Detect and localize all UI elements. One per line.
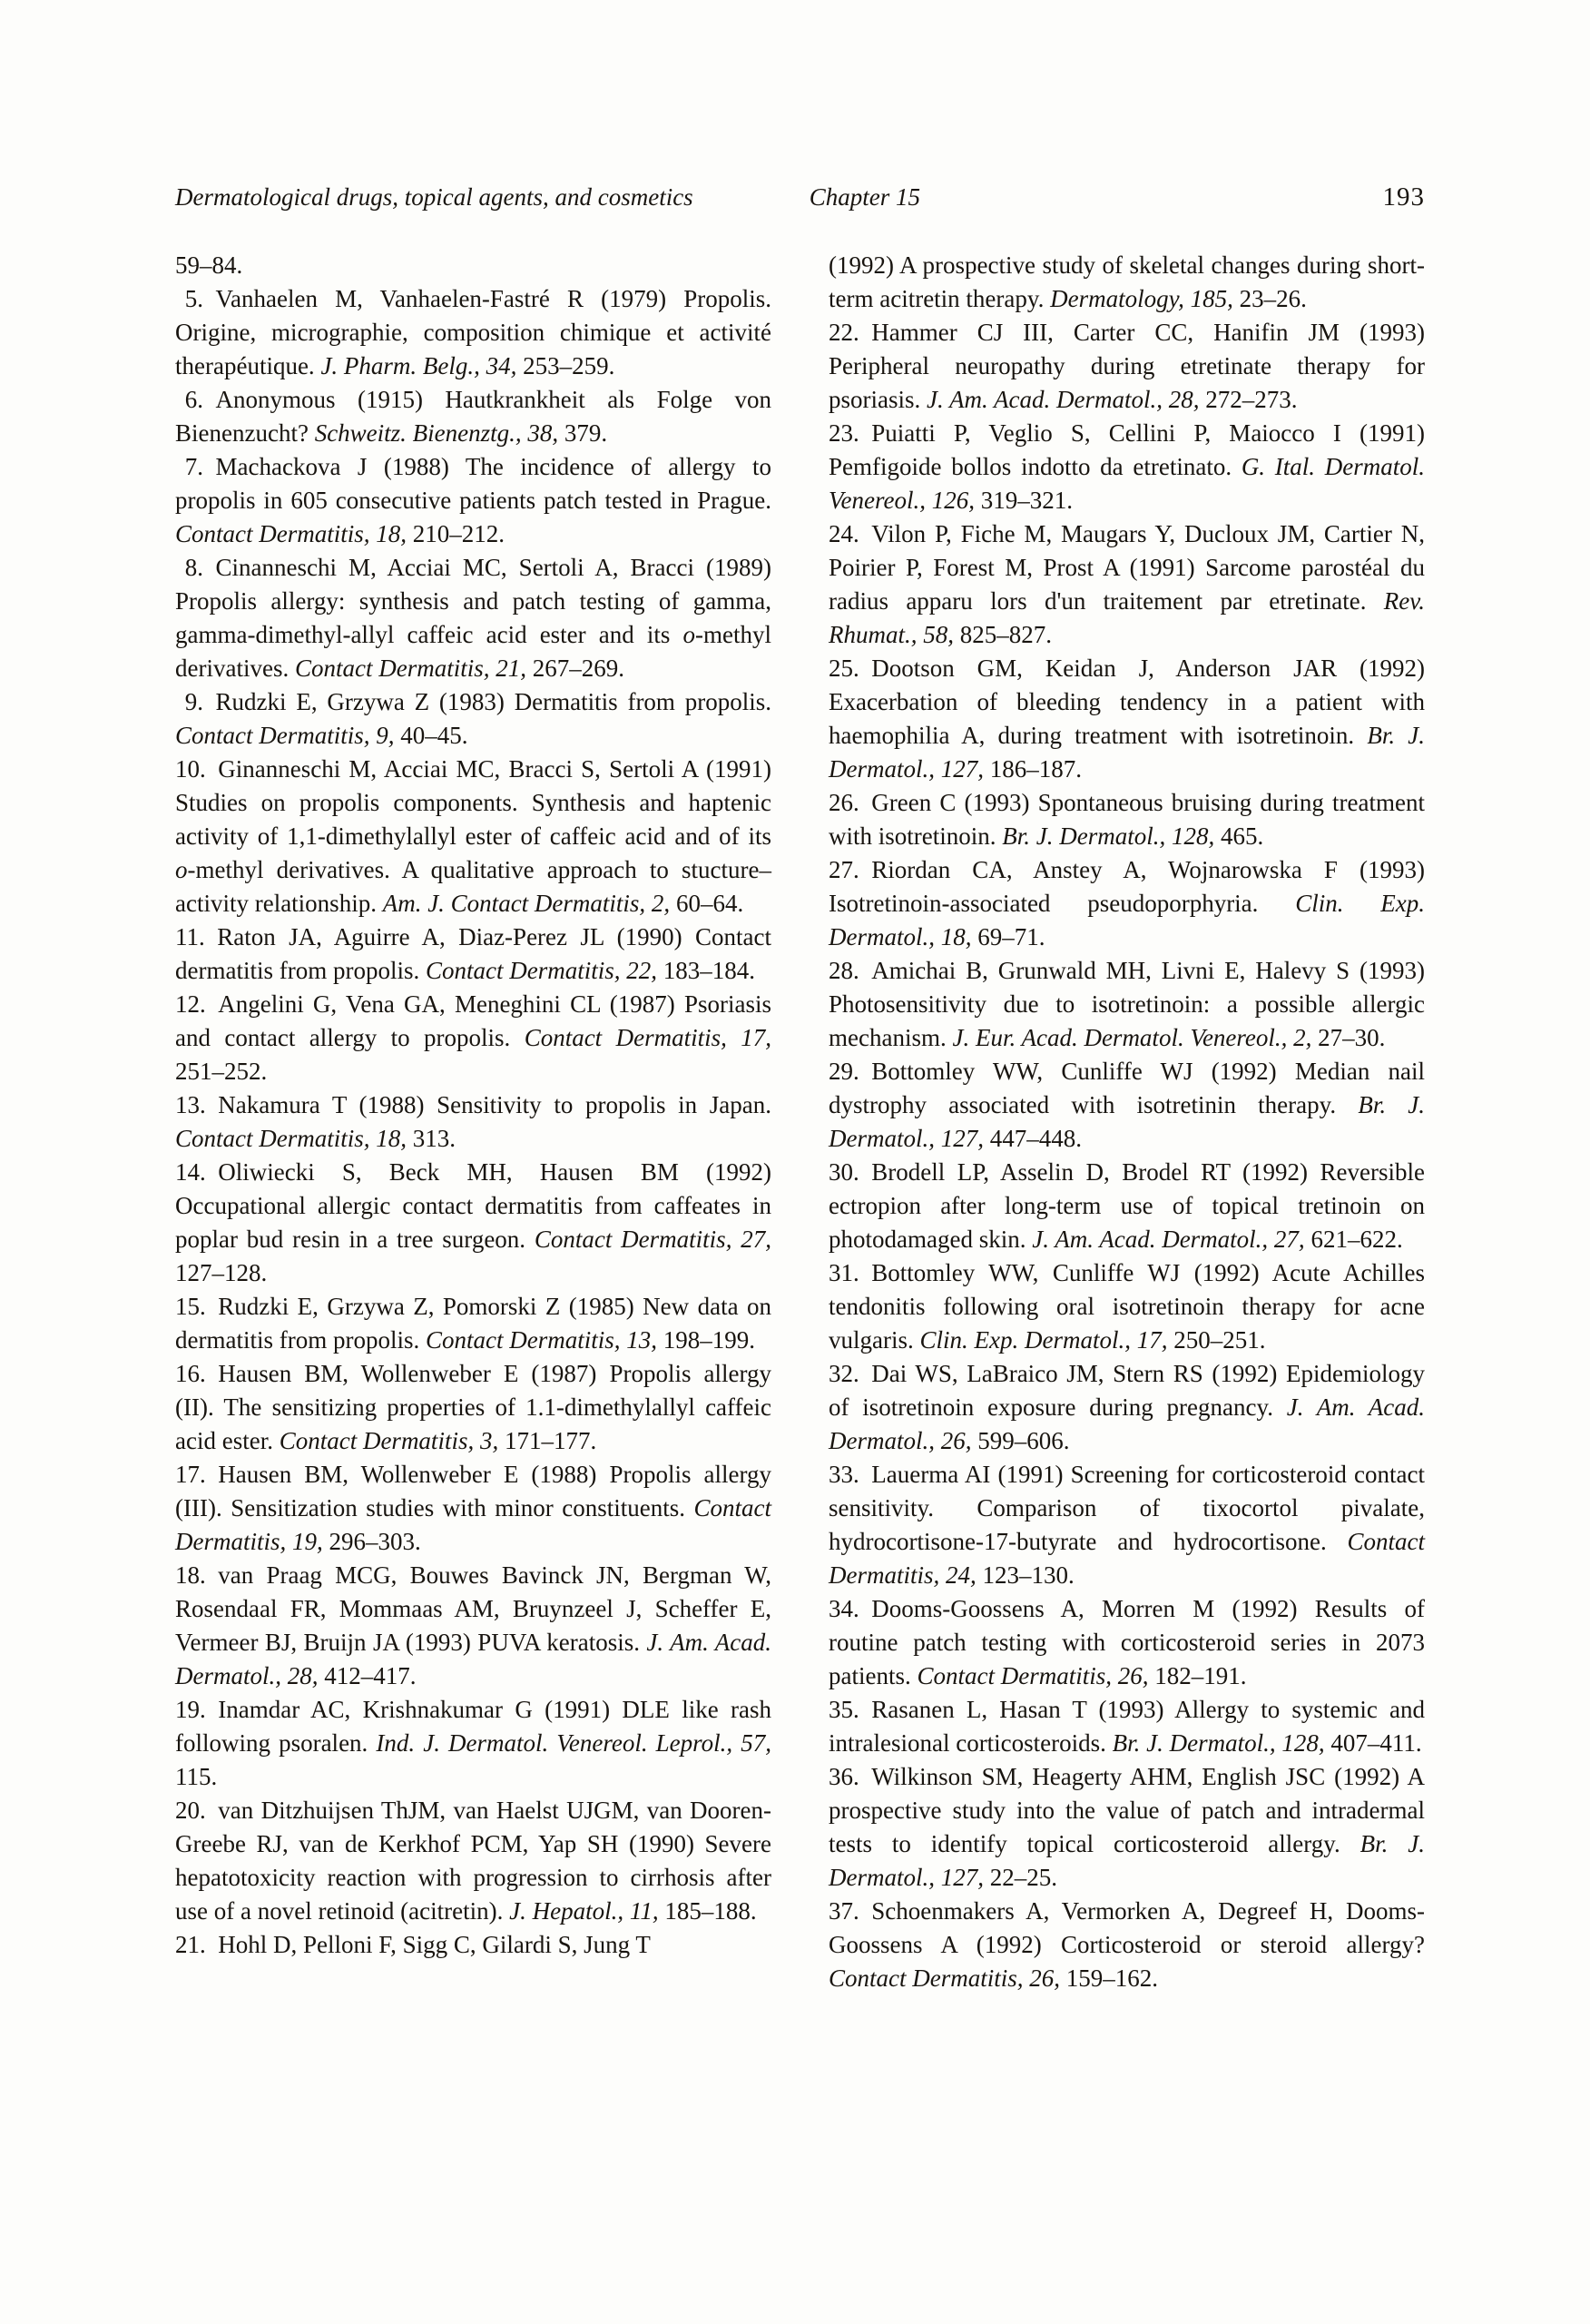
reference-number: 9.: [184, 688, 204, 715]
reference-item: [175, 450, 771, 551]
reference-text: Dooms-Goossens A, Morren M (1992) Results of routine patch testing with corticosteroid series in 2073 patients.: [829, 1595, 1425, 1689]
reference-text: Hausen BM, Wollenweber E (1988) Propolis allergy (III). Sensitization studies with minor constituents.: [175, 1461, 771, 1521]
reference-number: 22.: [829, 319, 859, 346]
reference-number: 25.: [829, 655, 859, 682]
journal-citation: Contact Dermatitis, 17,: [524, 1024, 771, 1051]
reference-text: 251–252.: [175, 1058, 268, 1085]
reference-text: 69–71.: [971, 923, 1045, 950]
reference-text: 313.: [407, 1125, 456, 1152]
reference-text: 412–417.: [318, 1662, 417, 1689]
reference-number: 29.: [829, 1058, 859, 1085]
reference-item: [175, 921, 771, 988]
journal-citation: Contact Dermatitis, 9,: [175, 722, 395, 749]
reference-text: Brodell LP, Asselin D, Brodel RT (1992) Reversible ectropion after long-term use of topical tretinoin on photodamaged skin.: [829, 1158, 1425, 1253]
reference-text: 60–64.: [670, 890, 744, 917]
journal-citation: J. Pharm. Belg., 34,: [320, 352, 517, 379]
reference-number: 31.: [829, 1259, 859, 1286]
journal-citation: J. Hepatol., 11,: [509, 1897, 659, 1925]
reference-text: Puiatti P, Veglio S, Cellini P, Maiocco I (1991) Pemfigoide bollos indotto da etretinato.: [829, 419, 1425, 480]
reference-text: Rudzki E, Grzywa Z, Pomorski Z (1985) New data on dermatitis from propolis.: [175, 1293, 771, 1354]
reference-text: Hammer CJ III, Carter CC, Hanifin JM (1993) Peripheral neuropathy during etretinate therapy for psoriasis.: [829, 319, 1425, 413]
reference-number: 17.: [175, 1461, 206, 1488]
reference-text: 319–321.: [974, 487, 1073, 514]
reference-text: Dootson GM, Keidan J, Anderson JAR (1992) Exacerbation of bleeding tendency in a patient with haemophilia A, during treatment with isotretinoin.: [829, 655, 1425, 749]
reference-number: 36.: [829, 1763, 859, 1790]
reference-item: [829, 1760, 1425, 1895]
reference-text: Riordan CA, Anstey A, Wojnarowska F (1993) Isotretinoin-associated pseudoporphyria.: [829, 856, 1425, 917]
reference-column-right: [829, 249, 1425, 1995]
reference-item: [175, 1559, 771, 1693]
reference-text: Machackova J (1988) The incidence of allergy to propolis in 605 consecutive patients patch tested in Prague.: [175, 453, 771, 514]
reference-item: [829, 417, 1425, 517]
reference-text: Nakamura T (1988) Sensitivity to propolis in Japan.: [218, 1091, 771, 1118]
journal-citation: Am. J. Contact Dermatitis, 2,: [382, 890, 671, 917]
journal-citation: Br. J. Dermatol., 128,: [1002, 822, 1215, 850]
reference-text: (1992) A prospective study of skeletal changes during short-term acitretin therapy.: [829, 251, 1425, 312]
reference-text: Hausen BM, Wollenweber E (1987) Propolis allergy (II). The sensitizing properties of 1.1-dimethylallyl caffeic acid ester.: [175, 1360, 771, 1454]
reference-item: [829, 517, 1425, 652]
reference-text: 825–827.: [954, 621, 1052, 648]
reference-item: [829, 954, 1425, 1055]
journal-citation: J. Am. Acad. Dermatol., 28,: [175, 1629, 771, 1689]
reference-number: 28.: [829, 957, 859, 984]
reference-text: 185–188.: [658, 1897, 757, 1925]
running-head-title: Dermatological drugs, topical agents, and cosmetics: [175, 183, 693, 211]
journal-citation: Contact Dermatitis, 21,: [294, 655, 526, 682]
reference-text: 183–184.: [656, 957, 755, 984]
reference-text: 250–251.: [1167, 1326, 1266, 1354]
reference-item: [829, 1256, 1425, 1357]
journal-citation: Contact Dermatitis, 26,: [829, 1965, 1060, 1992]
reference-text: Bottomley WW, Cunliffe WJ (1992) Median nail dystrophy associated with isotretinin therapy.: [829, 1058, 1425, 1118]
reference-text: -methyl derivatives. A qualitative approach to stucture–activity relationship.: [175, 856, 771, 917]
reference-number: 23.: [829, 419, 859, 447]
journal-citation: Contact Dermatitis, 19,: [175, 1494, 771, 1555]
reference-number: 11.: [175, 923, 205, 950]
reference-number: 7.: [184, 453, 204, 480]
reference-item: [829, 1156, 1425, 1256]
reference-text: Wilkinson SM, Heagerty AHM, English JSC (1992) A prospective study into the value of patch and intradermal tests to identify topical corticosteroid allergy.: [829, 1763, 1425, 1857]
reference-number: 12.: [175, 990, 206, 1018]
reference-text: 198–199.: [656, 1326, 755, 1354]
reference-item: [175, 383, 771, 450]
reference-item: [829, 1055, 1425, 1156]
journal-citation: Contact Dermatitis, 13,: [425, 1326, 657, 1354]
reference-item: [175, 685, 771, 753]
reference-number: 19.: [175, 1696, 206, 1723]
reference-item: [829, 1357, 1425, 1458]
journal-citation: Clin. Exp. Dermatol., 17,: [919, 1326, 1168, 1354]
journal-citation: Contact Dermatitis, 18,: [175, 1125, 407, 1152]
reference-number: 15.: [175, 1293, 206, 1320]
reference-text: 171–177.: [498, 1427, 597, 1454]
reference-number: 35.: [829, 1696, 859, 1723]
reference-text: 186–187.: [984, 755, 1082, 783]
reference-item: [175, 1290, 771, 1357]
journal-citation: o: [175, 856, 188, 883]
reference-text: 267–269.: [525, 655, 624, 682]
reference-text: 22–25.: [984, 1864, 1057, 1891]
reference-number: 5.: [184, 285, 204, 312]
journal-citation: G. Ital. Dermatol. Venereol., 126,: [829, 453, 1425, 514]
reference-text: Bottomley WW, Cunliffe WJ (1992) Acute Achilles tendonitis following oral isotretinoin therapy for acne vulgaris.: [829, 1259, 1425, 1354]
reference-text: Inamdar AC, Krishnakumar G (1991) DLE like rash following psoralen.: [175, 1696, 771, 1757]
reference-text: Rasanen L, Hasan T (1993) Allergy to systemic and intralesional corticosteroids.: [829, 1696, 1425, 1757]
reference-text: Cinanneschi M, Acciai MC, Sertoli A, Bracci (1989) Propolis allergy: synthesis and patch testing of gamma, gamma-dimethyl-allyl caffeic acid ester and its: [175, 554, 771, 648]
reference-item: [829, 1895, 1425, 1995]
journal-citation: J. Eur. Acad. Dermatol. Venereol., 2,: [952, 1024, 1312, 1051]
reference-text: -methyl derivatives.: [175, 621, 771, 682]
reference-text: Vilon P, Fiche M, Maugars Y, Ducloux JM, Cartier N, Poirier P, Forest M, Prost A (1991) Sarcome parostéal du radius apparu lors d'un traitement par etretinate.: [829, 520, 1425, 615]
reference-text: 379.: [558, 419, 608, 447]
journal-citation: Contact Dermatitis, 24,: [829, 1528, 1425, 1589]
journal-citation: Dermatology, 185,: [1050, 285, 1233, 312]
reference-text: Raton JA, Aguirre A, Diaz-Perez JL (1990) Contact dermatitis from propolis.: [175, 923, 771, 984]
reference-text: 127–128.: [175, 1259, 268, 1286]
journal-citation: J. Am. Acad. Dermatol., 26,: [829, 1393, 1425, 1454]
reference-text: 115.: [175, 1763, 218, 1790]
reference-number: 13.: [175, 1091, 206, 1118]
reference-number: 16.: [175, 1360, 206, 1387]
reference-item: [175, 1088, 771, 1156]
reference-item: [175, 1928, 771, 1962]
reference-item: [829, 1592, 1425, 1693]
reference-text: 210–212.: [407, 520, 505, 547]
page-number: 193: [1382, 182, 1425, 212]
reference-text: 253–259.: [516, 352, 615, 379]
journal-citation: o: [682, 621, 696, 648]
reference-item: [829, 853, 1425, 954]
reference-text: 407–411.: [1324, 1729, 1422, 1757]
reference-text: van Praag MCG, Bouwes Bavinck JN, Bergman W, Rosendaal FR, Mommaas AM, Bruynzeel J, Scheffer E, Vermeer BJ, Bruijn JA (1993) PUVA keratosis.: [175, 1561, 771, 1656]
reference-item: [829, 1458, 1425, 1592]
reference-item: [175, 1357, 771, 1458]
reference-item: [829, 249, 1425, 316]
journal-citation: Br. J. Dermatol., 127,: [829, 1091, 1426, 1152]
reference-text: 27–30.: [1311, 1024, 1386, 1051]
reference-item: [175, 1693, 771, 1794]
reference-column-left: [175, 249, 771, 1995]
reference-item: [829, 786, 1425, 853]
reference-number: 37.: [829, 1897, 859, 1925]
journal-citation: Contact Dermatitis, 22,: [425, 957, 657, 984]
reference-text: Rudzki E, Grzywa Z (1983) Dermatitis from propolis.: [215, 688, 771, 715]
reference-text: 272–273.: [1199, 386, 1298, 413]
reference-item: [829, 1693, 1425, 1760]
reference-number: 18.: [175, 1561, 206, 1589]
reference-list: [175, 249, 1425, 1995]
reference-text: 123–130.: [976, 1561, 1075, 1589]
journal-citation: Contact Dermatitis, 18,: [175, 520, 407, 547]
reference-number: 24.: [829, 520, 859, 547]
reference-text: Vanhaelen M, Vanhaelen-Fastré R (1979) Propolis. Origine, micrographie, composition chimique et activité therapéutique.: [175, 285, 771, 379]
reference-text: 599–606.: [971, 1427, 1070, 1454]
reference-item: [829, 652, 1425, 786]
reference-number: 32.: [829, 1360, 859, 1387]
reference-text: Lauerma AI (1991) Screening for corticosteroid contact sensitivity. Comparison of tixocortol pivalate, hydrocortisone-17-butyrate and hydrocortisone.: [829, 1461, 1425, 1555]
reference-text: 465.: [1214, 822, 1264, 850]
journal-citation: Br. J. Dermatol., 127,: [829, 1830, 1425, 1891]
reference-text: 59–84.: [175, 251, 243, 279]
reference-item: [175, 249, 771, 282]
reference-text: 447–448.: [984, 1125, 1082, 1152]
reference-item: [829, 316, 1425, 417]
reference-item: [175, 753, 771, 921]
running-head: [175, 182, 1425, 212]
journal-citation: J. Am. Acad. Dermatol., 27,: [1032, 1226, 1305, 1253]
reference-text: 159–162.: [1060, 1965, 1158, 1992]
reference-number: 26.: [829, 789, 859, 816]
journal-citation: Clin. Exp. Dermatol., 18,: [829, 890, 1425, 950]
running-head-chapter: Chapter 15: [809, 183, 920, 211]
journal-citation: Br. J. Dermatol., 127,: [829, 722, 1425, 783]
reference-number: 8.: [184, 554, 204, 581]
journal-citation: Ind. J. Dermatol. Venereol. Leprol., 57,: [376, 1729, 771, 1757]
journal-citation: Rev. Rhumat., 58,: [829, 587, 1425, 648]
reference-number: 30.: [829, 1158, 859, 1186]
reference-item: [175, 551, 771, 685]
journal-citation: Contact Dermatitis, 3,: [279, 1427, 499, 1454]
reference-text: Schoenmakers A, Vermorken A, Degreef H, Dooms-Goossens A (1992) Corticosteroid or steroid allergy?: [829, 1897, 1425, 1958]
reference-number: 6.: [184, 386, 204, 413]
reference-text: Oliwiecki S, Beck MH, Hausen BM (1992) Occupational allergic contact dermatitis from caffeates in poplar bud resin in a tree surgeon.: [175, 1158, 771, 1253]
journal-citation: Contact Dermatitis, 26,: [917, 1662, 1149, 1689]
reference-number: 34.: [829, 1595, 859, 1622]
reference-text: 182–191.: [1148, 1662, 1247, 1689]
journal-citation: J. Am. Acad. Dermatol., 28,: [927, 386, 1200, 413]
reference-text: 40–45.: [394, 722, 468, 749]
reference-text: van Ditzhuijsen ThJM, van Haelst UJGM, van Dooren-Greebe RJ, van de Kerkhof PCM, Yap SH (1990) Severe hepatotoxicity reaction with progression to cirrhosis after use of a novel retinoid (acitretin).: [175, 1797, 771, 1925]
journal-citation: Schweitz. Bienenztg., 38,: [314, 419, 559, 447]
reference-text: 23–26.: [1232, 285, 1307, 312]
reference-text: Ginanneschi M, Acciai MC, Bracci S, Sertoli A (1991) Studies on propolis components. Synthesis and haptenic activity of 1,1-dimethylallyl ester of caffeic acid and of its: [175, 755, 771, 850]
reference-item: [175, 1794, 771, 1928]
reference-text: Green C (1993) Spontaneous bruising during treatment with isotretinoin.: [829, 789, 1425, 850]
reference-item: [175, 1156, 771, 1290]
reference-text: 621–622.: [1304, 1226, 1403, 1253]
reference-text: Hohl D, Pelloni F, Sigg C, Gilardi S, Jung T: [218, 1931, 651, 1958]
reference-text: Angelini G, Vena GA, Meneghini CL (1987) Psoriasis and contact allergy to propolis.: [175, 990, 771, 1051]
reference-text: Amichai B, Grunwald MH, Livni E, Halevy S (1993) Photosensitivity due to isotretinoin: a possible allergic mechanism.: [829, 957, 1425, 1051]
reference-text: Anonymous (1915) Hautkrankheit als Folge von Bienenzucht?: [175, 386, 771, 447]
reference-number: 21.: [175, 1931, 206, 1958]
reference-item: [175, 1458, 771, 1559]
reference-item: [175, 988, 771, 1088]
reference-text: 296–303.: [322, 1528, 421, 1555]
reference-text: Dai WS, LaBraico JM, Stern RS (1992) Epidemiology of isotretinoin exposure during pregnancy.: [829, 1360, 1425, 1421]
reference-item: [175, 282, 771, 383]
journal-citation: Contact Dermatitis, 27,: [534, 1226, 772, 1253]
reference-number: 33.: [829, 1461, 859, 1488]
reference-number: 20.: [175, 1797, 206, 1824]
journal-citation: Br. J. Dermatol., 128,: [1112, 1729, 1325, 1757]
reference-number: 10.: [175, 755, 206, 783]
reference-number: 14.: [175, 1158, 206, 1186]
reference-number: 27.: [829, 856, 859, 883]
